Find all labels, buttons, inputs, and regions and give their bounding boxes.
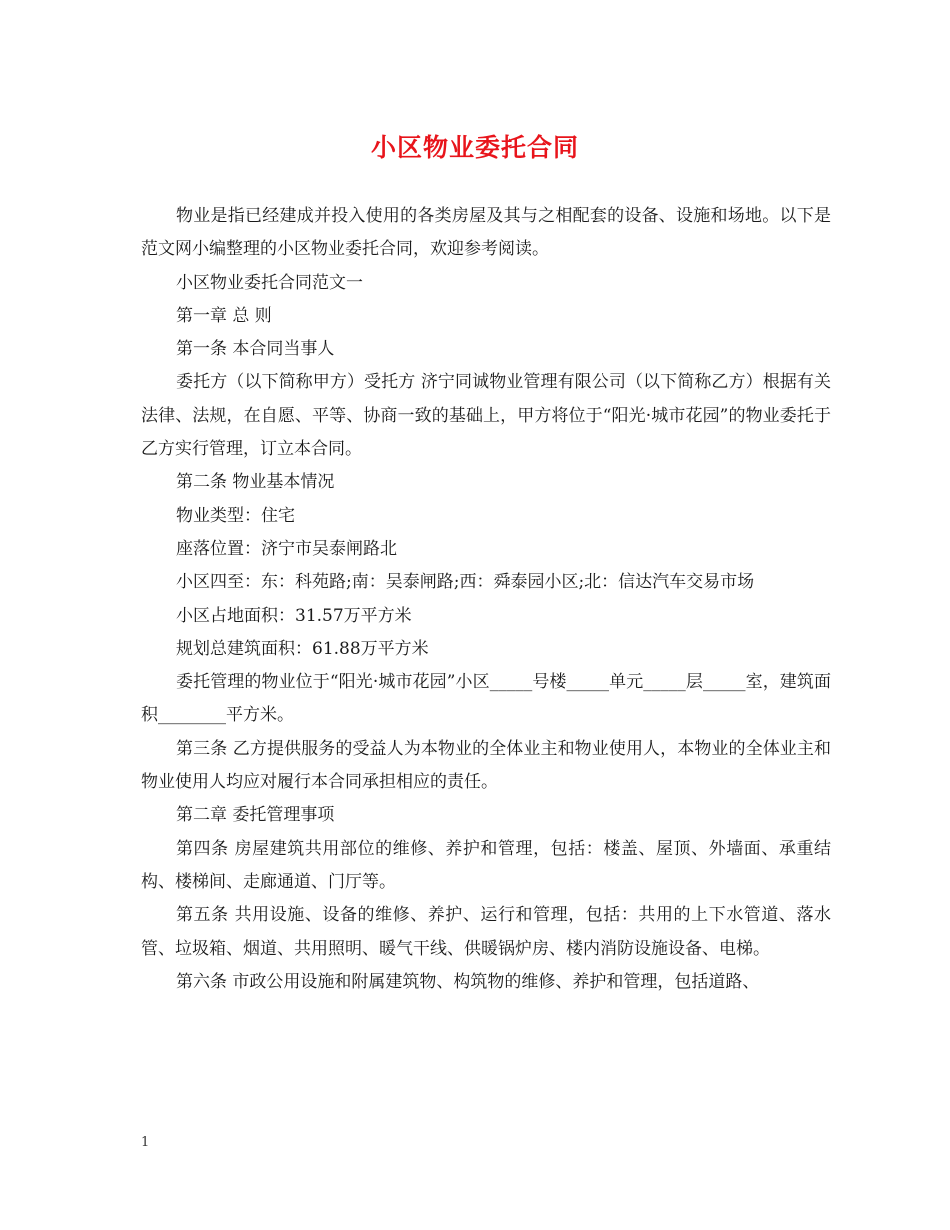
document-body — [141, 200, 831, 999]
paragraph-managed-unit: 委托管理的物业位于“阳光·城市花园”小区_____号楼_____单元_____层_____室，建筑面积________平方米。 — [141, 672, 831, 726]
paragraph-sample-heading: 小区物业委托合同范文一 — [176, 272, 363, 293]
paragraph-parties: 委托方（以下简称甲方）受托方 济宁同诚物业管理有限公司（以下简称乙方）根据有关法律、法规，在自愿、平等、协商一致的基础上，甲方将位于“阳光·城市花园”的物业委托于乙方实行管理，订立本合同。 — [141, 372, 831, 460]
paragraph-article-5: 第五条 共用设施、设备的维修、养护、运行和管理，包括：共用的上下水管道、落水管、垃圾箱、烟道、共用照明、暖气干线、供暖锅炉房、楼内消防设施设备、电梯。 — [141, 905, 831, 959]
page-number: 1 — [141, 1135, 150, 1150]
paragraph-property-type: 物业类型：住宅 — [176, 505, 295, 526]
paragraph-chapter-1: 第一章 总 则 — [176, 305, 272, 326]
paragraph-article-4: 第四条 房屋建筑共用部位的维修、养护和管理，包括：楼盖、屋顶、外墙面、承重结构、楼梯间、走廊通道、门厅等。 — [141, 838, 831, 892]
paragraph-boundaries: 小区四至：东：科苑路;南：吴泰闸路;西：舜泰园小区;北：信达汽车交易市场 — [176, 572, 755, 593]
document-title: 小区物业委托合同 — [370, 133, 579, 162]
paragraph-article-1: 第一条 本合同当事人 — [176, 339, 335, 360]
paragraph-chapter-2: 第二章 委托管理事项 — [176, 805, 335, 826]
paragraph-intro: 物业是指已经建成并投入使用的各类房屋及其与之相配套的设备、设施和场地。以下是范文网小编整理的小区物业委托合同，欢迎参考阅读。 — [141, 206, 831, 260]
paragraph-article-3: 第三条 乙方提供服务的受益人为本物业的全体业主和物业使用人，本物业的全体业主和物业使用人均应对履行本合同承担相应的责任。 — [141, 738, 831, 793]
paragraph-land-area: 小区占地面积：31.57万平方米 — [176, 605, 412, 626]
paragraph-article-2: 第二条 物业基本情况 — [176, 472, 335, 493]
paragraph-article-6: 第六条 市政公用设施和附属建筑物、构筑物的维修、养护和管理，包括道路、 — [176, 971, 760, 992]
paragraph-building-area: 规划总建筑面积：61.88万平方米 — [176, 638, 429, 659]
paragraph-location: 座落位置：济宁市吴泰闸路北 — [176, 538, 397, 559]
